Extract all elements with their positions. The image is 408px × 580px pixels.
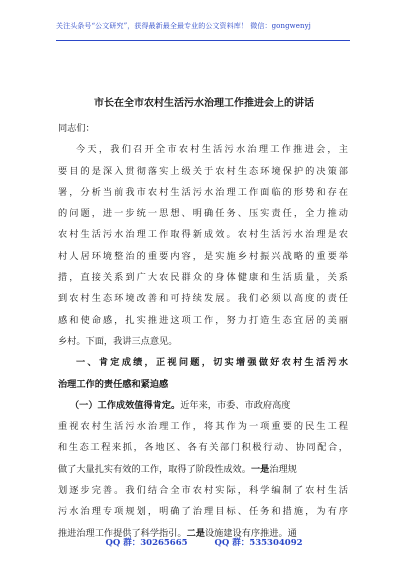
paragraph-line: 的问题，进一步统一思想、明确任务、压实责任，全力推动: [58, 208, 348, 220]
section-heading: 一、肯定成绩，正视问题，切实增强做好农村生活污水: [76, 357, 348, 369]
section-heading: 治理工作的责任感和紧迫感: [58, 378, 169, 390]
paragraph-line: 划逐步完善。我们结合全市农村实际，科学编制了农村生活: [58, 485, 348, 497]
paragraph-line: 感和使命感，扎实推进这项工作，努力打造生态宜居的美丽: [58, 314, 348, 326]
subsection-text: 近年来，市委、市政府高度: [180, 399, 291, 411]
subsection-line: [58, 395, 348, 416]
paragraph-line: 乡村。下面，我讲三点意见。: [58, 335, 178, 347]
paragraph-line: 村人居环境整治的重要内容，是实施乡村振兴战略的重要举: [58, 250, 348, 262]
paragraph-text: 治理规: [269, 463, 297, 475]
footer-qq-group-2: QQ 群：535304092: [214, 538, 303, 548]
point-label: 二是: [186, 527, 205, 539]
document-body: [58, 118, 348, 544]
paragraph-line: 污水治理专项规划，明确了治理目标、任务和措施，为有序: [58, 506, 348, 518]
salutation: 同志们：: [58, 123, 95, 134]
paragraph-line: 到农村生态环境改善和可持续发展。我们必须以高度的责任: [58, 293, 348, 305]
point-label: 一是: [250, 463, 270, 475]
paragraph-line: 要目的是深入贯彻落实上级关于农村生态环境保护的决策部: [58, 165, 348, 177]
header-divider: [56, 40, 350, 41]
paragraph-line: 署，分析当前我市农村生活污水治理工作面临的形势和存在: [58, 186, 348, 198]
paragraph-line: 重视农村生活污水治理工作，将其作为一项重要的民生工程: [58, 421, 348, 433]
header-banner: 关注头条号“公文研究”，获得最新最全最专业的公文资料库！ 微信：gongwenyj: [56, 22, 311, 30]
footer-qq-group-1: QQ 群：30265665: [105, 538, 188, 548]
footer-contact: [0, 536, 408, 550]
paragraph-line: 措，直接关系到广大农民群众的身体健康和生活质量，关系: [58, 272, 348, 284]
paragraph-line: 农村生活污水治理工作取得新成效。农村生活污水治理是农: [58, 229, 348, 241]
paragraph-line: [58, 459, 348, 480]
paragraph-line: 今天，我们召开全市农村生活污水治理工作推进会，主: [76, 144, 348, 156]
paragraph-text: 推进治理工作提供了科学指引。: [58, 527, 187, 539]
document-title: 市长在全市农村生活污水治理工作推进会上的讲话: [94, 98, 314, 109]
paragraph-text: 设施建设有序推进。通: [205, 527, 297, 539]
paragraph-line: 和生态工程来抓，各地区、各有关部门积极行动、协同配合，: [58, 442, 348, 454]
paragraph-text: 做了大量扎实有效的工作，取得了阶段性成效。: [58, 463, 251, 475]
subsection-label: （一）工作成效值得肯定。: [70, 399, 181, 411]
